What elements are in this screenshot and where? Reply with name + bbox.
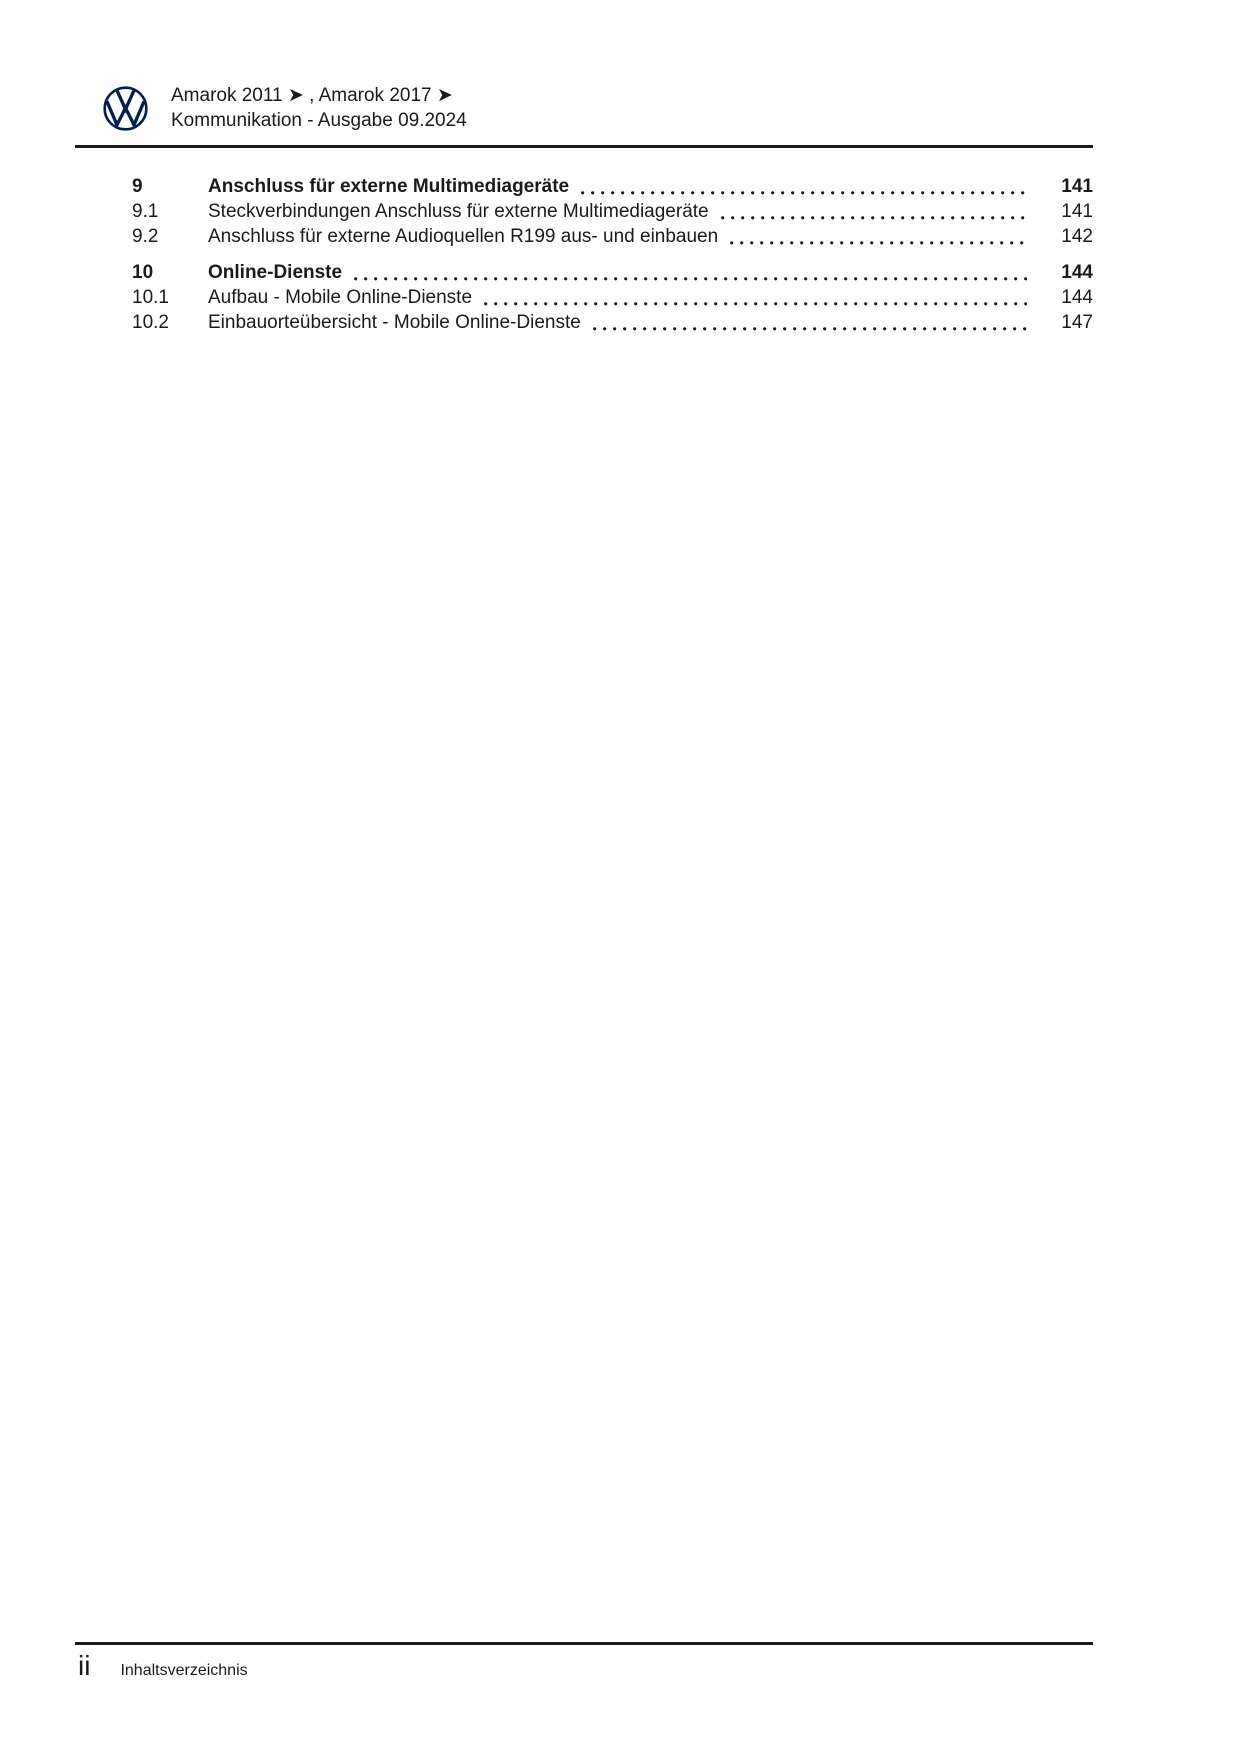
toc-entry-page: 141 — [1061, 201, 1093, 222]
toc-entry-title: Einbauorteübersicht - Mobile Online-Dienste — [208, 312, 581, 333]
vw-logo-icon — [102, 85, 149, 132]
dot-leader — [581, 191, 1027, 195]
toc-entry-title: Steckverbindungen Anschluss für externe Multimediageräte — [208, 201, 709, 222]
toc-entry[interactable] — [75, 285, 1093, 310]
toc-entry[interactable] — [75, 310, 1093, 335]
page-header — [75, 83, 467, 133]
footer-section-label: Inhaltsverzeichnis — [120, 1662, 248, 1679]
toc-entry[interactable] — [75, 174, 1093, 199]
toc-entry-number: 9.1 — [132, 201, 159, 222]
dot-leader — [484, 302, 1027, 306]
toc-entry-title: Anschluss für externe Multimediageräte — [208, 176, 570, 197]
dot-leader — [354, 277, 1027, 281]
toc-entry-number: 10.1 — [132, 287, 169, 308]
toc-entry-title: Online-Dienste — [208, 262, 343, 283]
table-of-contents — [75, 163, 1093, 335]
toc-entry-number: 10 — [132, 262, 154, 283]
toc-entry[interactable] — [75, 224, 1093, 249]
page-footer — [75, 1642, 1093, 1681]
toc-entry-title: Anschluss für externe Audioquellen R199 aus- und einbauen — [208, 226, 719, 247]
footer-page-number: ii — [78, 1650, 91, 1681]
dot-leader — [721, 216, 1027, 220]
toc-entry[interactable] — [75, 199, 1093, 224]
toc-entry-page: 147 — [1061, 312, 1093, 333]
toc-entry[interactable] — [75, 260, 1093, 285]
toc-entry-number: 10.2 — [132, 312, 169, 333]
header-text — [171, 83, 467, 133]
footer-content — [75, 1645, 1093, 1681]
toc-entry-page: 144 — [1061, 262, 1093, 283]
toc-entry-number: 9 — [132, 176, 143, 197]
toc-entry-page: 144 — [1061, 287, 1093, 308]
header-model-line: Amarok 2011 ➤ , Amarok 2017 ➤ — [171, 85, 453, 106]
dot-leader — [730, 241, 1027, 245]
toc-entry-page: 141 — [1061, 176, 1093, 197]
header-divider — [75, 145, 1093, 148]
toc-entry-number: 9.2 — [132, 226, 159, 247]
header-edition-line: Kommunikation - Ausgabe 09.2024 — [171, 110, 467, 131]
toc-entry-title: Aufbau - Mobile Online-Dienste — [208, 287, 473, 308]
dot-leader — [593, 327, 1027, 331]
toc-entry-page: 142 — [1061, 226, 1093, 247]
